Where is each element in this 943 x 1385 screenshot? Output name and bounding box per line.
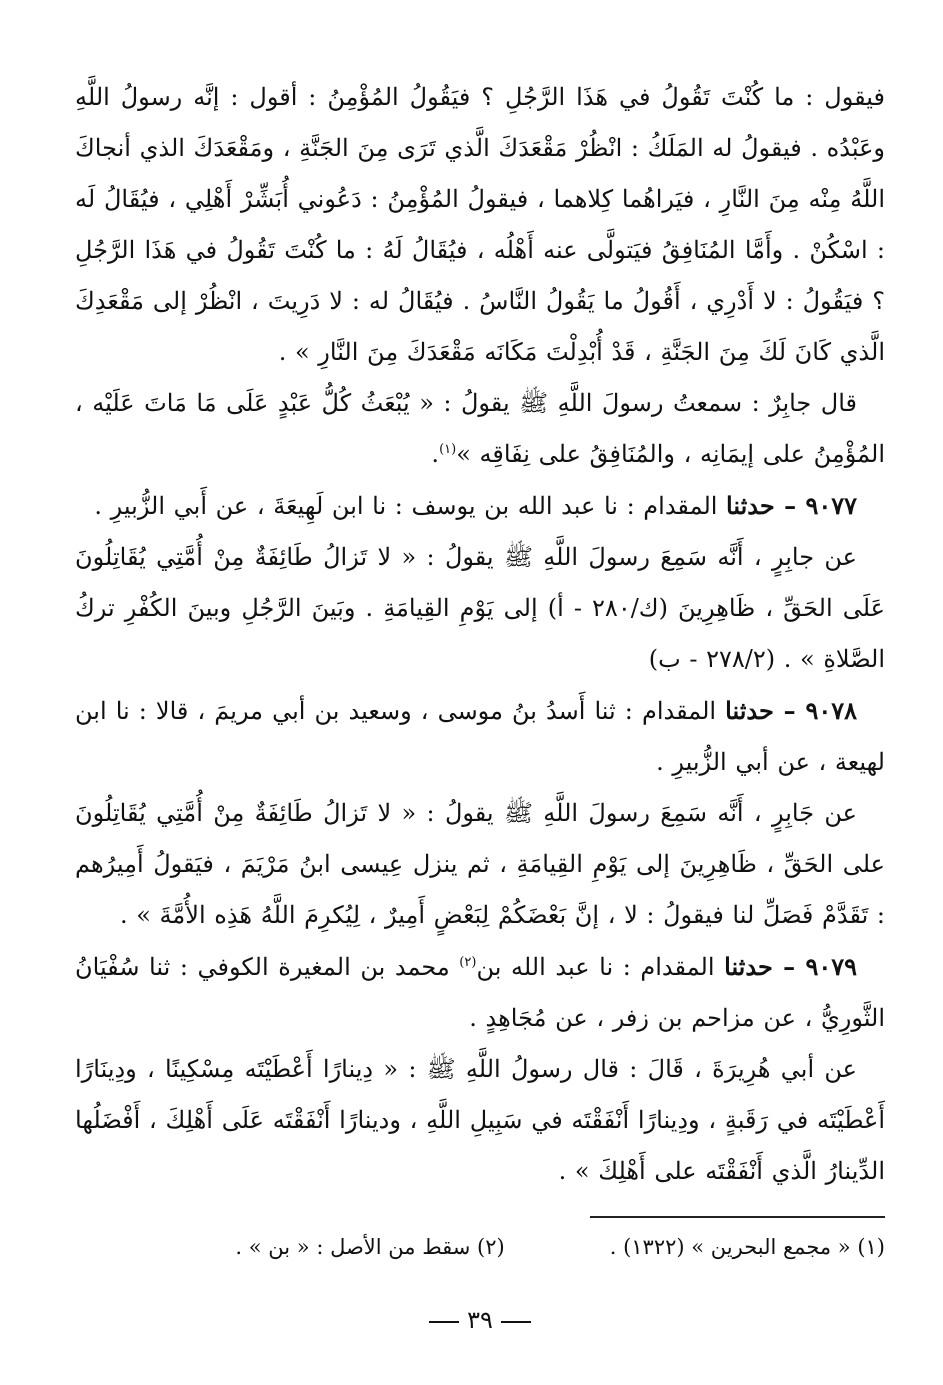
hadith-9079-matn: عن أبي هُرِيرَةَ ، قَالَ : قال رسولُ اللَّهِ ﷺ : « دِينارًا أَعْطَيْتَه مِسْكِينًا ، ودِينَارًا أَعْطَيْتَه في رَقَبةٍ ، ودِينارًا أَنْفَقْتَه في سَبِيلِ اللَّهِ ، ودينارًا أَنْفَقْتَه عَلَى أَهْلِكَ ، أَفْضَلُها الدِّينارُ الَّذي أَنْفَقْتَه على أَهْلِكَ » . — [75, 1055, 885, 1185]
hadith-dash: – — [774, 491, 806, 520]
footnote-ref-2: (٢) — [459, 955, 477, 970]
page-number — [75, 1300, 885, 1340]
footnote-separator — [590, 1216, 885, 1218]
jabir-narration-end: . — [431, 440, 440, 468]
isnad-text-b: محمد بن المغيرة الكوفي : ثنا سُفْيَانُ الثَّورِيُّ ، عن مزاحم بن زفر ، عن مُجَاهِدٍ . — [75, 953, 885, 1032]
haddathana-verb: حدثنا — [726, 491, 775, 520]
haddathana-verb: حدثنا — [724, 952, 773, 981]
isnad-text-a: المقدام : نا عبد الله بن — [476, 953, 725, 981]
page-number-dash-left — [501, 1321, 531, 1323]
hadith-dash: – — [772, 952, 806, 981]
hadith-dash: – — [773, 696, 806, 725]
jabir-narration-text: قال جابِرٌ : سمعتُ رسولَ اللَّهِ ﷺ يقولُ : « يُبْعَثُ كُلُّ عَبْدٍ عَلَى مَا مَاتَ عَلَيْه ، المُؤْمِنُ على إيمَانِه ، والمُنَافِقُ على نِفَاقِه » — [75, 389, 885, 468]
hadith-text-continuation: فيقول : ما كُنْتَ تَقُولُ في هَذَا الرَّجُلِ ؟ فيَقُولُ المُؤْمِنُ : أقول : إنَّه رسولُ اللَّهِ وعَبْدُه . فيقولُ له المَلَكُ : انْظُرْ مَقْعَدَكَ الَّذي تَرَى مِنَ الجَنَّةِ ، ومَقْعَدَكَ الذي أنجاكَ اللَّهُ مِنْه مِنَ النَّارِ ، فيَراهُما كِلاهما ، فيقولُ المُؤْمِنُ : دَعُوني أُبَشِّرْ أَهْلِي ، فيُقَالُ لَه : اسْكُنْ . وأَمَّا المُنَافِقُ فيَتولَّى عنه أَهْلُه ، فيُقَالُ لَهُ : ما كُنْتَ تَقُولُ في هَذَا الرَّجُلِ ؟ فيَقُولُ : لا أَدْرِي ، أَقُولُ ما يَقُولُ النَّاسُ . فيُقَالُ له : لا دَرِيتَ ، انْظُرْ إلى مَقْعَدِكَ الَّذي كَانَ لَكَ مِنَ الجَنَّةِ ، قَدْ أُبْدِلْتَ مَكَانَه مَقْعَدَكَ مِنَ النَّارِ » . — [75, 83, 885, 366]
isnad-text: المقدام : نا عبد الله بن يوسف : نا ابن لَهِيعَةَ ، عن أَبي الزُّبيرِ . — [94, 492, 727, 520]
page-number-value: ٣٩ — [467, 1306, 493, 1334]
footnote-2: (٢) سقط من الأصل : « بن » . — [235, 1235, 505, 1259]
hadith-number: ٩٠٧٩ — [805, 952, 858, 981]
footnote-ref-1: (١) — [439, 442, 457, 457]
hadith-9078-isnad — [75, 685, 885, 788]
hadith-9078-matn: عن جَابِرٍ ، أَنَّه سَمِعَ رسولَ اللَّهِ ﷺ يقولُ : « لا تَزالُ طَائِفَةٌ مِنْ أُمَّتِي يُقَاتِلُونَ على الحَقِّ ، ظَاهِرِينَ إلى يَوْمِ القِيامَةِ ، ثم ينزل عِيسى ابنُ مَرْيَمَ ، فيَقولُ أَمِيرُهم : تَقَدَّمْ فَصَلِّ لنا فيقولُ : لا ، إنَّ بَعْضَكُمْ لِبَعْضٍ أَمِيرٌ ، لِيُكرِمَ اللَّهُ هَذِه الأُمَّةَ » . — [75, 799, 885, 929]
hadith-number: ٩٠٧٧ — [805, 491, 857, 520]
isnad-text: المقدام : ثنا أَسدُ بنُ موسى ، وسعيد بن أبي مريمَ ، قالا : نا ابن لهيعة ، عن أبي الزُّبيرِ . — [75, 697, 885, 776]
hadith-9077-isnad — [75, 480, 885, 532]
page-body — [75, 72, 885, 1334]
haddathana-verb: حدثنا — [725, 696, 774, 725]
page-number-dash-right — [429, 1321, 459, 1323]
hadith-9077-matn: عن جابِرٍ ، أَنَّه سَمِعَ رسولَ اللَّهِ ﷺ يقولُ : « لا تَزالُ طَائِفَةٌ مِنْ أُمَّتِي يُقَاتِلُونَ عَلَى الحَقِّ ، ظَاهِرِينَ (ك/٢٨٠ - أ) إلى يَوْمِ القِيامَةِ . وبَينَ الرَّجُلِ وبينَ الكُفْرِ تركُ الصَّلاةِ » . (٢٧٨/٢ - ب) — [75, 543, 885, 673]
jabir-narration — [75, 378, 885, 480]
hadith-9079-isnad — [75, 941, 885, 1044]
footnotes — [75, 1225, 885, 1269]
footnote-1: (١) « مجمع البحرين » (١٣٢٢) . — [609, 1235, 885, 1259]
hadith-number: ٩٠٧٨ — [805, 696, 857, 725]
